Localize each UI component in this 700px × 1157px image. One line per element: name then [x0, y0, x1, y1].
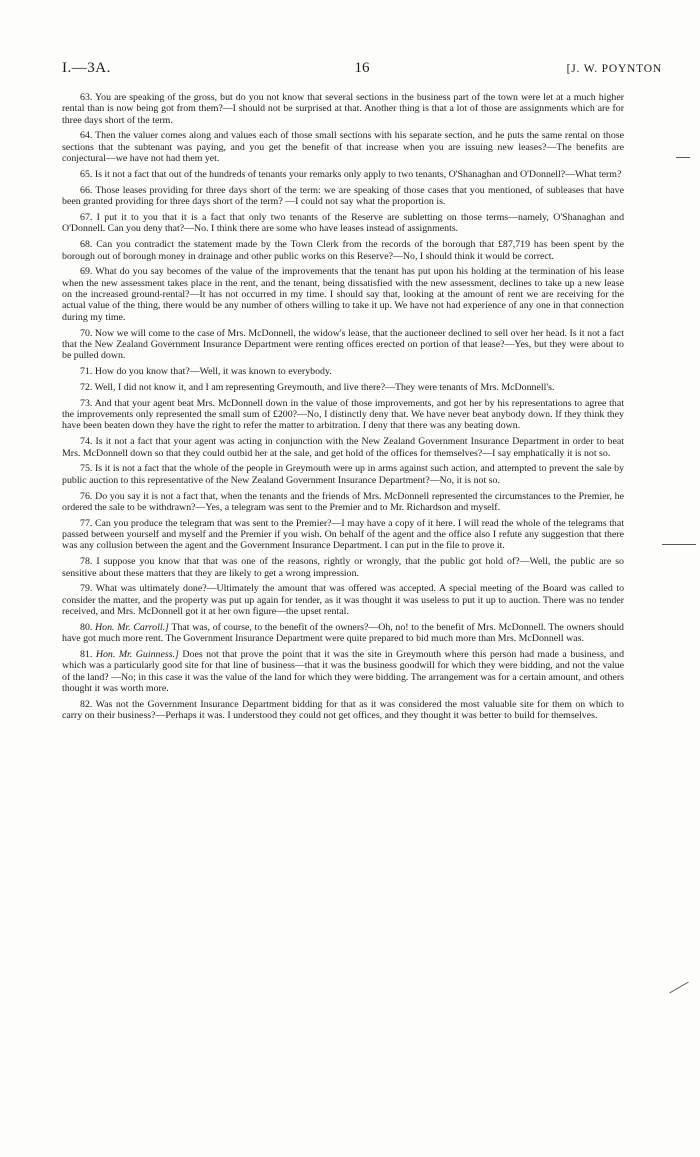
question-77: 77. Can you produce the telegram that was sent to the Premier?—I may have a copy of it here. I will read the whole of the telegrams that passed between yourself and myself and the Premier if you wish. On behalf of the agent and the office also I refute any suggestion that there was any collusion between the agent and the Government Insurance Department. I can put in the file to prove it.: [62, 517, 624, 552]
question-81: 81. Hon. Mr. Guinness.] Does not that prove the point that it was the site in Greymouth where this person had made a business, and which was a particularly good site for that line of business—that it was the business goodwill for which they were bidding, and not the value of the land? —No; in this case it was the value of the land for which they were bidding. The arrangement was for a certain amount, and others thought it was worth more.: [62, 649, 625, 695]
question-73: 73. And that your agent beat Mrs. McDonnell down in the value of those improvements, and got her by his representations to agree that the improvements only represented the small sum of £200?—No, I distinctly deny that. We have never beat anybody down. If they think they have been beaten down they have the right to refer the matter to arbitration. I deny that there was any beating down.: [62, 397, 624, 432]
question-72: 72. Well, I did not know it, and I am representing Greymouth, and live there?—They were tenants of Mrs. McDonnell's.: [80, 381, 555, 393]
page-number: 16: [354, 60, 370, 76]
question-69: 69. What do you say becomes of the value of the improvements that the tenant has put upon his holding at the termination of his lease when the new assessment takes place in the rent, and the tenant, being dissatisfied with the new assessment, declines to take up a new lease on the increased ground-rental?—It has not occurred in my time. I should say that, looking at the amount of rent we are receiving for the actual value of the thing, there would be any number of others willing to take it up. We have not had experience of any one in that connection during my time.: [62, 266, 624, 323]
question-68: 68. Can you contradict the statement made by the Town Clerk from the records of the borough that £87,719 has been spent by the borough out of borough money in drainage and other public works on this Reserve?—No, I should think it would be correct.: [62, 239, 624, 262]
speaker-label: Hon. Mr. Carroll.]: [95, 621, 169, 633]
question-79: 79. What was ultimately done?—Ultimately the amount that was offered was accepted. A special meeting of the Board was called to consider the matter, and the property was put up again for tender, as it was thought it was useless to put it up to auction. There was no tender received, and Mrs. McDonnell got it at her own figure—the upset rental.: [62, 583, 625, 618]
question-80: 80. Hon. Mr. Carroll.] That was, of course, to the benefit of the owners?—Oh, no! to the benefit of Mrs. McDonnell. The owners should have got much more rent. The Government Insurance Department were quite prepared to bid much more than Mrs. McDonnell was.: [62, 621, 624, 645]
margin-mark: [676, 157, 690, 158]
witness-name: [J. W. POYNTON: [566, 63, 662, 75]
question-67: 67. I put it to you that it is a fact that only two tenants of the Reserve are subletting on those terms—namely, O'Shanaghan and O'Donnell. Can you deny that?—No. I think there are some who have leases instead of assignments.: [62, 212, 625, 235]
page-header: [62, 60, 662, 84]
margin-mark: [669, 982, 689, 994]
speaker-label: Hon. Mr. Guinness.]: [95, 649, 179, 661]
question-82: 82. Was not the Government Insurance Department bidding for that as it was considered the most valuable site for them on which to carry on their business?—Perhaps it was. I understood they could not get offices, and they thought it was better to build for themselves.: [62, 698, 624, 722]
question-78: 78. I suppose you know that that was one of the reasons, rightly or wrongly, that the public got hold of?—Well, the public are so sensitive about these matters that they are likely to get a wrong impression.: [62, 556, 624, 579]
question-64: 64. Then the valuer comes along and values each of those small sections with his separate section, and he puts the same rental on those sections that the subtenant was paying, and you get the benefit of that increase when you are issuing new leases?—The benefits are conjectural—we have not had them yet.: [62, 130, 624, 165]
question-70: 70. Now we will come to the case of Mrs. McDonnell, the widow's lease, that the auctioneer declined to sell over her head. Is it not a fact that the New Zealand Government Insurance Department were renting offices erected on portion of that lease?—Yes, but they were about to be pulled down.: [62, 327, 625, 362]
document-reference: I.—3A.: [62, 60, 111, 76]
margin-mark: [662, 544, 696, 545]
testimony-body: [62, 92, 624, 726]
question-66: 66. Those leases providing for three days short of the term: we are speaking of those cases that you mentioned, of subleases that have been granted providing for three days short of the term? —I could not say what the proportion is.: [62, 184, 624, 208]
question-75: 75. Is it is not a fact that the whole of the people in Greymouth were up in arms against such action, and attempted to prevent the sale by public auction to this representative of the New Zealand Government Insurance Department?—No, it is not so.: [62, 463, 625, 486]
question-76: 76. Do you say it is not a fact that, when the tenants and the friends of Mrs. McDonnell represented the circumstances to the Premier, he ordered the sale to be withdrawn?—Yes, a telegram was sent to the Premier and to Mr. Richardson and myself.: [62, 490, 624, 513]
question-71: 71. How do you know that?—Well, it was known to everybody.: [80, 365, 332, 377]
question-74: 74. Is it not a fact that your agent was acting in conjunction with the New Zealand Government Insurance Department in order to beat Mrs. McDonnell down so that they could outbid her at the sale, and get hold of the offices for themselves?—I say emphatically it is not so.: [62, 436, 624, 459]
question-63: 63. You are speaking of the gross, but do you not know that several sections in the business part of the town were let at a much higher rental than is now being got from them?—I should not be surprised at that. Another thing is that a lot of those are assignments which are for three days short of the term.: [62, 92, 624, 126]
question-65: 65. Is it not a fact that out of the hundreds of tenants your remarks only apply to two tenants, O'Shanaghan and O'Donnell?—What term?: [80, 168, 622, 180]
